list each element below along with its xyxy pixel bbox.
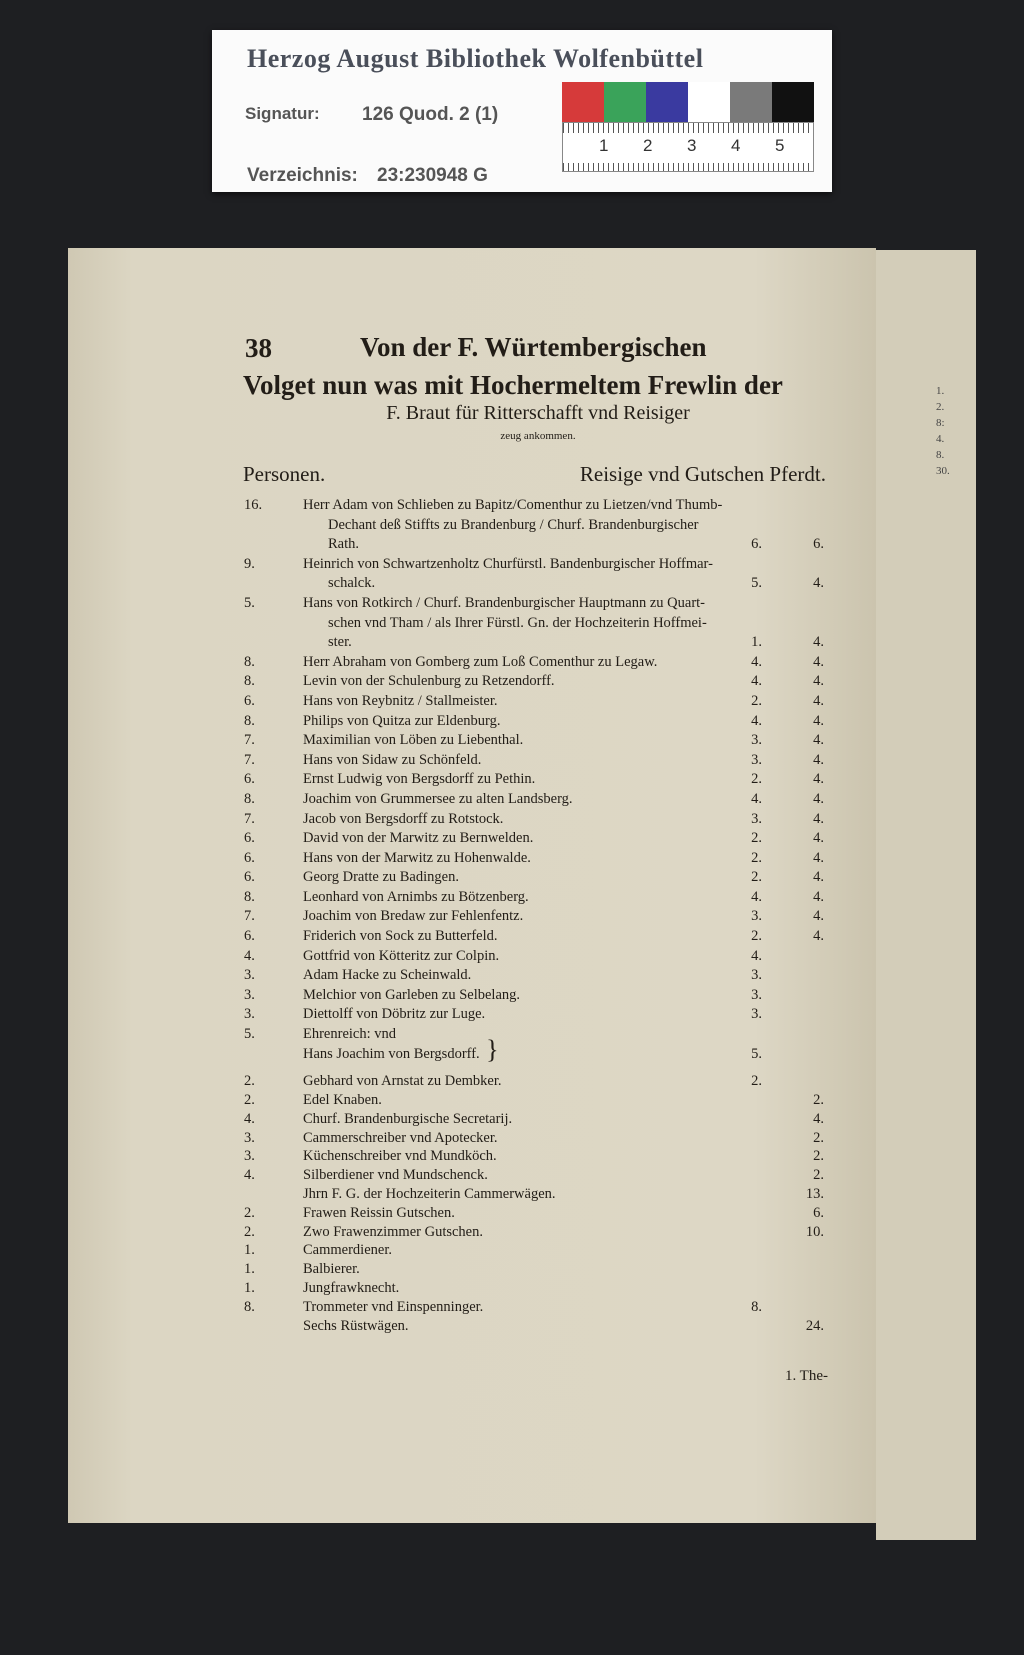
ruler-label: 1 — [599, 136, 609, 155]
row-count: 5. — [244, 1026, 255, 1043]
table-row — [240, 712, 830, 732]
margin-number: 8: — [936, 417, 945, 429]
row-name: Jhrn F. G. der Hochzeiterin Cammerwägen. — [303, 1186, 556, 1202]
row-count: 8. — [244, 653, 255, 670]
row-name: Edel Knaben. — [303, 1092, 382, 1109]
row-coach-horses: 2. — [813, 1167, 824, 1184]
row-coach-horses: 2. — [813, 1092, 824, 1109]
row-riding-horses: 3. — [751, 732, 762, 749]
table-row — [240, 907, 830, 927]
table-row — [240, 555, 830, 594]
row-name: Sechs Rüstwägen. — [303, 1317, 409, 1334]
row-name: Joachim von Bredaw zur Fehlenfentz. — [303, 908, 524, 925]
roster-list — [240, 496, 830, 1335]
row-count: 8. — [244, 673, 255, 690]
color-patch — [646, 82, 688, 122]
row-name: Ernst Ludwig von Bergsdorff zu Pethin. — [303, 771, 536, 788]
row-count: 2. — [244, 1204, 255, 1221]
table-row — [240, 594, 830, 653]
row-coach-horses: 10. — [805, 1223, 824, 1240]
row-coach-horses: 13. — [805, 1186, 824, 1202]
row-name: Jacob von Bergsdorff zu Rotstock. — [303, 810, 504, 827]
row-name: Levin von der Schulenburg zu Retzendorff. — [303, 673, 555, 690]
row-name: Ehrenreich: vnd — [303, 1026, 397, 1043]
row-riding-horses: 2. — [751, 1073, 762, 1090]
row-count: 2. — [244, 1092, 255, 1109]
row-name: Heinrich von Schwartzenholtz Churfürstl. Bandenburgischer Hoffmar- — [303, 555, 713, 572]
row-name: Hans von Rotkirch / Churf. Brandenburgischer Hauptmann zu Quart- — [303, 594, 706, 611]
row-count: 3. — [244, 1129, 255, 1146]
row-coach-horses: 2. — [813, 1129, 824, 1146]
row-coach-horses: 4. — [813, 908, 824, 925]
row-name: David von der Marwitz zu Bernwelden. — [303, 830, 534, 847]
row-count: 8. — [244, 888, 255, 905]
row-riding-horses: 8. — [751, 1298, 762, 1315]
table-row-braced — [240, 1025, 830, 1064]
table-row — [240, 888, 830, 908]
row-coach-horses: 6. — [813, 1204, 824, 1221]
row-name: Frawen Reissin Gutschen. — [303, 1204, 455, 1221]
table-row — [240, 966, 830, 986]
row-name: Herr Adam von Schlieben zu Bapitz/Comenthur zu Lietzen/vnd Thumb- — [303, 497, 723, 513]
row-count: 5. — [244, 594, 255, 611]
row-name: Maximilian von Löben zu Liebenthal. — [303, 732, 524, 749]
row-name: Küchenschreiber vnd Mundköch. — [303, 1148, 497, 1165]
color-calibration-strip — [562, 82, 814, 122]
color-patch — [562, 82, 604, 122]
section-subtitle: F. Braut für Ritterschafft vnd Reisiger — [386, 402, 690, 424]
row-count: 1. — [244, 1261, 255, 1278]
table-row — [240, 653, 830, 673]
table-row — [240, 1185, 830, 1204]
margin-number: 2. — [936, 401, 945, 413]
row-riding-horses: 3. — [751, 810, 762, 827]
row-riding-horses: 4. — [751, 888, 762, 905]
table-row — [240, 1147, 830, 1166]
library-name: Herzog August Bibliothek Wolfenbüttel — [247, 44, 704, 73]
table-row — [240, 496, 830, 555]
library-label-card — [212, 30, 832, 192]
row-coach-horses: 4. — [813, 732, 824, 749]
table-row — [240, 692, 830, 712]
section-title: Volget nun was mit Hochermeltem Frewlin der — [243, 370, 783, 400]
spacer — [240, 1064, 830, 1072]
row-coach-horses: 4. — [813, 1110, 824, 1127]
column-header-horses: Reisige vnd Gutschen Pferdt. — [579, 462, 826, 486]
row-riding-horses: 4. — [751, 790, 762, 807]
row-name: Gottfrid von Kötteritz zur Colpin. — [303, 947, 500, 964]
row-name: Philips von Quitza zur Eldenburg. — [303, 712, 501, 729]
row-count: 6. — [244, 771, 255, 788]
row-count: 6. — [244, 692, 255, 709]
table-row — [240, 1241, 830, 1260]
running-head: Von der F. Würtembergischen — [360, 332, 707, 362]
row-name: Balbierer. — [303, 1261, 360, 1278]
table-row — [240, 829, 830, 849]
row-name: Gebhard von Arnstat zu Dembker. — [303, 1073, 502, 1090]
row-coach-horses: 4. — [813, 830, 824, 847]
table-row — [240, 1005, 830, 1025]
table-row — [240, 1260, 830, 1279]
brace-symbol: } — [479, 1034, 499, 1064]
row-name: Cammerschreiber vnd Apotecker. — [303, 1129, 498, 1146]
row-name: Zwo Frawenzimmer Gutschen. — [303, 1223, 483, 1240]
row-coach-horses: 4. — [813, 634, 824, 651]
row-coach-horses: 24. — [805, 1317, 824, 1334]
row-riding-horses: 2. — [751, 771, 762, 788]
facing-page-edge — [876, 250, 976, 1540]
table-row — [240, 1110, 830, 1129]
facing-page-margin-numbers — [936, 383, 950, 479]
margin-number: 1. — [936, 385, 945, 397]
row-count: 6. — [244, 849, 255, 866]
row-name: Diettolff von Döbritz zur Luge. — [303, 1006, 486, 1023]
row-name: Hans von Sidaw zu Schönfeld. — [303, 751, 482, 768]
row-count: 3. — [244, 967, 255, 984]
row-name-text: Hans Joachim von Bergsdorff. — [303, 1045, 480, 1062]
scale-ruler — [562, 122, 814, 172]
row-coach-horses: 4. — [813, 575, 824, 592]
row-coach-horses: 4. — [813, 849, 824, 866]
ruler-label: 3 — [687, 136, 697, 155]
row-coach-horses: 4. — [813, 712, 824, 729]
row-count: 3. — [244, 1148, 255, 1165]
table-row — [240, 1298, 830, 1317]
row-riding-horses: 1. — [751, 634, 762, 651]
row-name: Herr Abraham von Gomberg zum Loß Comenthur zu Legaw. — [303, 653, 658, 670]
row-coach-horses: 4. — [813, 653, 824, 670]
table-row — [240, 1279, 830, 1298]
row-name: Melchior von Garleben zu Selbelang. — [303, 986, 521, 1003]
table-row — [240, 849, 830, 869]
row-riding-horses: 2. — [751, 928, 762, 945]
table-row — [240, 927, 830, 947]
row-count: 2. — [244, 1223, 255, 1240]
row-count: 7. — [244, 751, 255, 768]
row-coach-horses: 4. — [813, 751, 824, 768]
table-row — [240, 868, 830, 888]
row-count: 4. — [244, 1110, 255, 1127]
table-row — [240, 1129, 830, 1148]
color-patch — [604, 82, 646, 122]
table-row — [240, 986, 830, 1006]
row-name: Cammerdiener. — [303, 1242, 392, 1259]
row-riding-horses: 5. — [751, 1045, 762, 1062]
row-name: Dechant deß Stiffts zu Brandenburg / Churf. Brandenburgischer — [328, 516, 699, 533]
row-name: Jungfrawknecht. — [303, 1279, 400, 1296]
row-name: Georg Dratte zu Badingen. — [303, 869, 459, 886]
ruler-label: 4 — [731, 136, 741, 155]
table-row — [240, 770, 830, 790]
table-row — [240, 1223, 830, 1242]
row-coach-horses: 4. — [813, 869, 824, 886]
row-count: 8. — [244, 712, 255, 729]
row-riding-horses: 6. — [751, 536, 762, 553]
row-riding-horses: 3. — [751, 751, 762, 768]
row-name: Rath. — [328, 536, 360, 553]
row-riding-horses: 3. — [751, 1006, 762, 1023]
row-name: Joachim von Grummersee zu alten Landsberg. — [303, 790, 573, 807]
row-count: 4. — [244, 947, 255, 964]
column-header-persons: Personen. — [243, 462, 326, 486]
verzeichnis-label: Verzeichnis: — [247, 165, 358, 186]
row-coach-horses: 4. — [813, 810, 824, 827]
row-count: 2. — [244, 1073, 255, 1090]
margin-number: 4. — [936, 433, 945, 445]
table-row — [240, 1204, 830, 1223]
row-name: schen vnd Tham / als Ihrer Fürstl. Gn. der Hochzeiterin Hoffmei- — [328, 614, 707, 631]
color-patch — [730, 82, 772, 122]
row-count: 6. — [244, 830, 255, 847]
row-name: Silberdiener vnd Mundschenck. — [303, 1167, 488, 1184]
row-riding-horses: 3. — [751, 967, 762, 984]
row-count: 9. — [244, 555, 255, 572]
row-count: 1. — [244, 1242, 255, 1259]
verzeichnis-value: 23:230948 G — [377, 165, 488, 186]
row-name: Churf. Brandenburgische Secretarij. — [303, 1110, 513, 1127]
table-row — [240, 672, 830, 692]
row-count: 16. — [244, 497, 263, 513]
row-count: 7. — [244, 810, 255, 827]
section-subtitle-end: zeug ankommen. — [500, 430, 576, 442]
row-coach-horses: 4. — [813, 692, 824, 709]
row-coach-horses: 6. — [813, 536, 824, 553]
row-riding-horses: 5. — [751, 575, 762, 592]
row-name: Trommeter vnd Einspenninger. — [303, 1298, 484, 1315]
row-name: ster. — [328, 634, 352, 651]
page-number: 38 — [245, 333, 272, 363]
row-count: 3. — [244, 1006, 255, 1023]
table-row — [240, 810, 830, 830]
table-row — [240, 947, 830, 967]
row-riding-horses: 4. — [751, 712, 762, 729]
row-count: 7. — [244, 908, 255, 925]
table-row — [240, 731, 830, 751]
table-row — [240, 1317, 830, 1336]
row-riding-horses: 2. — [751, 869, 762, 886]
row-count: 3. — [244, 986, 255, 1003]
row-name: Adam Hacke zu Scheinwald. — [303, 967, 472, 984]
row-coach-horses: 4. — [813, 928, 824, 945]
signatur-label: Signatur: — [245, 104, 320, 123]
signatur-value: 126 Quod. 2 (1) — [362, 104, 499, 125]
margin-number: 30. — [936, 465, 950, 477]
row-coach-horses: 4. — [813, 673, 824, 690]
row-name: schalck. — [328, 575, 376, 592]
row-coach-horses: 4. — [813, 888, 824, 905]
ruler-label: 5 — [775, 136, 785, 155]
row-count: 8. — [244, 790, 255, 807]
margin-number: 8. — [936, 449, 945, 461]
row-riding-horses: 4. — [751, 673, 762, 690]
row-coach-horses: 2. — [813, 1148, 824, 1165]
ruler-ticks — [563, 163, 813, 171]
row-coach-horses: 4. — [813, 771, 824, 788]
color-patch — [772, 82, 814, 122]
table-row — [240, 1091, 830, 1110]
row-count: 6. — [244, 869, 255, 886]
row-count: 1. — [244, 1279, 255, 1296]
row-riding-horses: 3. — [751, 986, 762, 1003]
row-riding-horses: 4. — [751, 947, 762, 964]
row-count: 7. — [244, 732, 255, 749]
row-riding-horses: 2. — [751, 830, 762, 847]
row-riding-horses: 3. — [751, 908, 762, 925]
table-row — [240, 1166, 830, 1185]
color-patch — [688, 82, 730, 122]
row-riding-horses: 2. — [751, 692, 762, 709]
ruler-label: 2 — [643, 136, 653, 155]
row-riding-horses: 4. — [751, 653, 762, 670]
row-coach-horses: 4. — [813, 790, 824, 807]
row-name: Leonhard von Arnimbs zu Bötzenberg. — [303, 888, 529, 905]
catchword: 1. The- — [784, 1368, 828, 1384]
table-row — [240, 751, 830, 771]
row-name: Hans von der Marwitz zu Hohenwalde. — [303, 849, 531, 866]
row-count: 4. — [244, 1167, 255, 1184]
table-row — [240, 790, 830, 810]
table-row — [240, 1072, 830, 1091]
row-name: Hans von Reybnitz / Stallmeister. — [303, 692, 498, 709]
row-name: Friderich von Sock zu Butterfeld. — [303, 928, 498, 945]
row-count: 8. — [244, 1298, 255, 1315]
row-riding-horses: 2. — [751, 849, 762, 866]
row-count: 6. — [244, 928, 255, 945]
